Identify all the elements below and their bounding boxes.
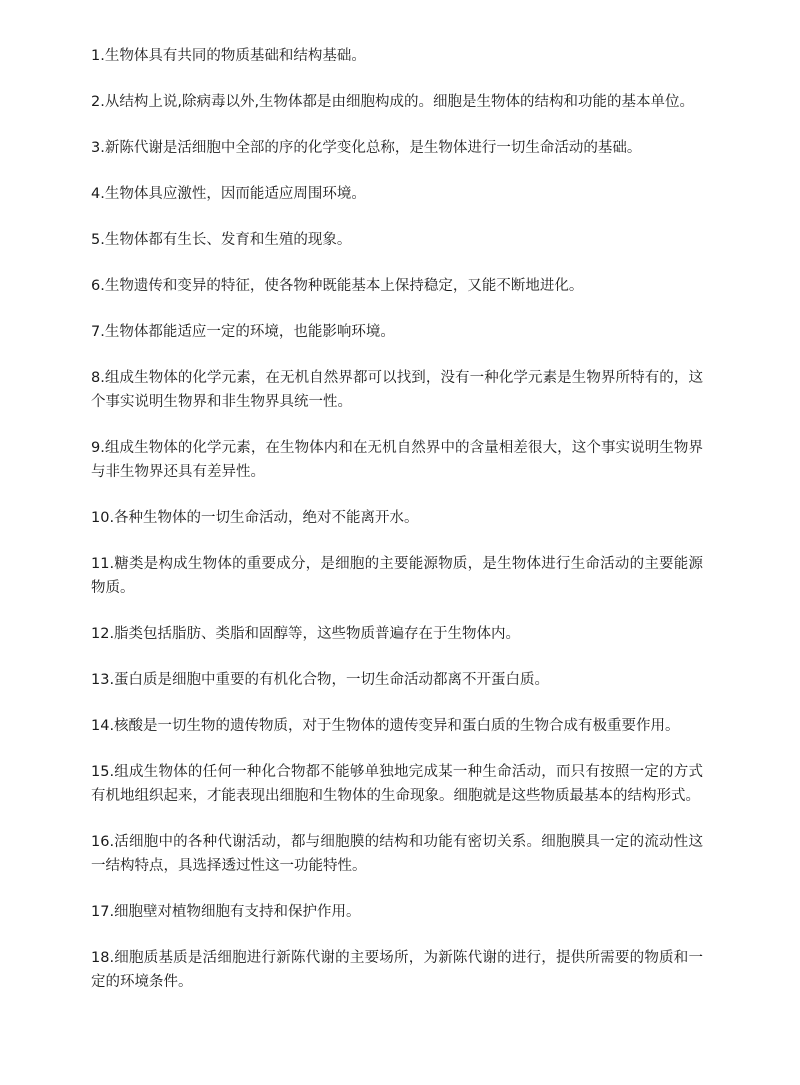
paragraph-9: 9.组成生物体的化学元素，在生物体内和在无机自然界中的含量相差很大，这个事实说明生物界与非生物界还具有差异性。 — [91, 440, 703, 480]
paragraph-1: 1.生物体具有共同的物质基础和结构基础。 — [91, 48, 366, 64]
paragraph-17: 17.细胞壁对植物细胞有支持和保护作用。 — [91, 904, 361, 920]
paragraph-7: 7.生物体都能适应一定的环境，也能影响环境。 — [91, 324, 395, 340]
paragraph-16: 16.活细胞中的各种代谢活动，都与细胞膜的结构和功能有密切关系。细胞膜具一定的流动性这一结构特点，具选择透过性这一功能特性。 — [91, 834, 703, 874]
paragraph-18: 18.细胞质基质是活细胞进行新陈代谢的主要场所，为新陈代谢的进行，提供所需要的物质和一定的环境条件。 — [91, 950, 703, 990]
paragraph-15: 15.组成生物体的任何一种化合物都不能够单独地完成某一种生命活动，而只有按照一定的方式有机地组织起来，才能表现出细胞和生物体的生命现象。细胞就是这些物质最基本的结构形式。 — [91, 764, 703, 804]
paragraph-2: 2.从结构上说,除病毒以外,生物体都是由细胞构成的。细胞是生物体的结构和功能的基本单位。 — [91, 94, 695, 110]
paragraph-8: 8.组成生物体的化学元素，在无机自然界都可以找到，没有一种化学元素是生物界所特有的，这个事实说明生物界和非生物界具统一性。 — [91, 370, 703, 410]
paragraph-6: 6.生物遗传和变异的特征，使各物种既能基本上保持稳定，又能不断地进化。 — [91, 278, 584, 294]
paragraph-5: 5.生物体都有生长、发育和生殖的现象。 — [91, 232, 352, 248]
paragraph-11: 11.糖类是构成生物体的重要成分，是细胞的主要能源物质，是生物体进行生命活动的主要能源物质。 — [91, 556, 703, 596]
paragraph-3: 3.新陈代谢是活细胞中全部的序的化学变化总称，是生物体进行一切生命活动的基础。 — [91, 140, 642, 156]
paragraph-12: 12.脂类包括脂肪、类脂和固醇等，这些物质普遍存在于生物体内。 — [91, 626, 521, 642]
paragraph-13: 13.蛋白质是细胞中重要的有机化合物，一切生命活动都离不开蛋白质。 — [91, 672, 550, 688]
paragraph-14: 14.核酸是一切生物的遗传物质，对于生物体的遗传变异和蛋白质的生物合成有极重要作用。 — [91, 718, 680, 734]
paragraph-4: 4.生物体具应激性，因而能适应周围环境。 — [91, 186, 366, 202]
paragraph-10: 10.各种生物体的一切生命活动，绝对不能离开水。 — [91, 510, 419, 526]
document-page — [91, 44, 703, 1016]
